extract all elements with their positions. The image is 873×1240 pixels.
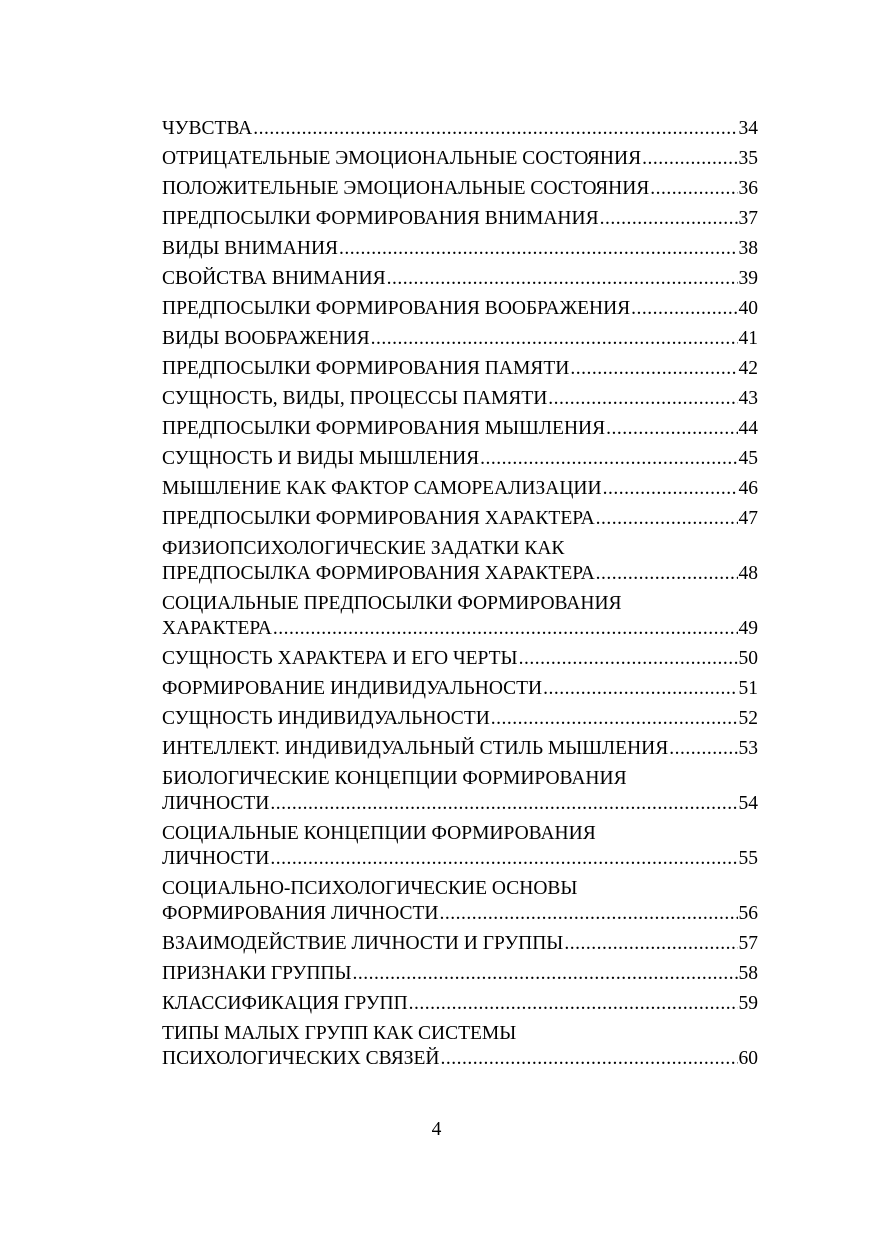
- toc-entry-title-line: СОЦИАЛЬНО-ПСИХОЛОГИЧЕСКИЕ ОСНОВЫ: [162, 878, 578, 899]
- toc-entry-title: ЛИЧНОСТИ: [162, 848, 270, 869]
- toc-entry-title-line: СОЦИАЛЬНЫЕ КОНЦЕПЦИИ ФОРМИРОВАНИЯ: [162, 823, 596, 844]
- toc-entry-page-number: 47: [738, 508, 758, 529]
- toc-entry-page-number: 53: [738, 738, 758, 759]
- toc-entry-row: [162, 1046, 758, 1071]
- dot-leader: [270, 846, 737, 871]
- toc-entry[interactable]: [162, 476, 758, 501]
- toc-entry[interactable]: [162, 326, 758, 351]
- toc-entry-page-number: 58: [738, 963, 758, 984]
- toc-entry[interactable]: [162, 876, 758, 926]
- toc-entry-row: [162, 931, 758, 956]
- toc-entry[interactable]: [162, 446, 758, 471]
- toc-entry-row: [162, 706, 758, 731]
- toc-entry-title: СУЩНОСТЬ ХАРАКТЕРА И ЕГО ЧЕРТЫ: [162, 648, 518, 669]
- toc-entry-title: СУЩНОСТЬ ИНДИВИДУАЛЬНОСТИ: [162, 708, 490, 729]
- toc-entry-title: КЛАССИФИКАЦИЯ ГРУПП: [162, 993, 408, 1014]
- toc-entry[interactable]: [162, 176, 758, 201]
- toc-entry[interactable]: [162, 296, 758, 321]
- toc-entry-page-number: 39: [738, 268, 758, 289]
- toc-entry[interactable]: [162, 356, 758, 381]
- dot-leader: [387, 266, 738, 291]
- dot-leader: [600, 206, 738, 231]
- toc-entry-row: [162, 206, 758, 231]
- toc-entry-page-number: 37: [738, 208, 758, 229]
- dot-leader: [480, 446, 737, 471]
- dot-leader: [603, 476, 738, 501]
- toc-entry-page-number: 59: [738, 993, 758, 1014]
- toc-entry-row: [162, 416, 758, 441]
- toc-entry-title: ФОРМИРОВАНИЕ ИНДИВИДУАЛЬНОСТИ: [162, 678, 543, 699]
- page-number: 4: [431, 1119, 442, 1140]
- toc-entry-title-line: СОЦИАЛЬНЫЕ ПРЕДПОСЫЛКИ ФОРМИРОВАНИЯ: [162, 593, 622, 614]
- toc-entry-title-line: ФИЗИОПСИХОЛОГИЧЕСКИЕ ЗАДАТКИ КАК: [162, 538, 565, 559]
- toc-entry[interactable]: [162, 536, 758, 586]
- toc-entry-row: [162, 961, 758, 986]
- toc-entry-row: [162, 506, 758, 531]
- toc-entry-title: ФОРМИРОВАНИЯ ЛИЧНОСТИ: [162, 903, 439, 924]
- dot-leader: [270, 791, 737, 816]
- toc-entry[interactable]: [162, 931, 758, 956]
- dot-leader: [669, 736, 737, 761]
- toc-entry[interactable]: [162, 206, 758, 231]
- toc-entry-page-number: 38: [738, 238, 758, 259]
- toc-entry-row: [162, 176, 758, 201]
- toc-entry-row: [162, 266, 758, 291]
- toc-entry-row: [162, 116, 758, 141]
- toc-entry-title: ОТРИЦАТЕЛЬНЫЕ ЭМОЦИОНАЛЬНЫЕ СОСТОЯНИЯ: [162, 148, 642, 169]
- toc-entry[interactable]: [162, 706, 758, 731]
- toc-entry-title: ПОЛОЖИТЕЛЬНЫЕ ЭМОЦИОНАЛЬНЫЕ СОСТОЯНИЯ: [162, 178, 650, 199]
- toc-entry-row: [162, 296, 758, 321]
- toc-entry-page-number: 42: [738, 358, 758, 379]
- dot-leader: [409, 991, 738, 1016]
- toc-entry[interactable]: [162, 591, 758, 641]
- toc-entry-title-line: БИОЛОГИЧЕСКИЕ КОНЦЕПЦИИ ФОРМИРОВАНИЯ: [162, 768, 627, 789]
- toc-entry[interactable]: [162, 416, 758, 441]
- toc-entry-title-line: ТИПЫ МАЛЫХ ГРУПП КАК СИСТЕМЫ: [162, 1023, 517, 1044]
- toc-entry-row: [162, 901, 758, 926]
- toc-entry-page-number: 51: [738, 678, 758, 699]
- dot-leader: [596, 561, 738, 586]
- toc-entry-page-number: 35: [738, 148, 758, 169]
- toc-entry-title: ПРЕДПОСЫЛКИ ФОРМИРОВАНИЯ ВНИМАНИЯ: [162, 208, 599, 229]
- toc-entry-page-number: 49: [738, 618, 758, 639]
- dot-leader: [570, 356, 737, 381]
- toc-entry-page-number: 52: [738, 708, 758, 729]
- toc-entry-row: [162, 676, 758, 701]
- table-of-contents: [162, 116, 758, 1076]
- toc-entry-row: [162, 326, 758, 351]
- toc-entry[interactable]: [162, 821, 758, 871]
- dot-leader: [441, 1046, 738, 1071]
- toc-entry-title: ПРЕДПОСЫЛКА ФОРМИРОВАНИЯ ХАРАКТЕРА: [162, 563, 595, 584]
- toc-entry-row: [162, 736, 758, 761]
- toc-entry-page-number: 34: [738, 118, 758, 139]
- toc-entry-page-number: 40: [738, 298, 758, 319]
- toc-entry-title: ЧУВСТВА: [162, 118, 253, 139]
- dot-leader: [339, 236, 737, 261]
- dot-leader: [491, 706, 738, 731]
- dot-leader: [564, 931, 737, 956]
- toc-entry[interactable]: [162, 736, 758, 761]
- toc-entry-page-number: 60: [738, 1048, 758, 1069]
- toc-entry-row: [162, 791, 758, 816]
- toc-entry-page-number: 56: [738, 903, 758, 924]
- toc-entry-title: ЛИЧНОСТИ: [162, 793, 270, 814]
- toc-entry-row: [162, 561, 758, 586]
- toc-entry-page-number: 41: [738, 328, 758, 349]
- toc-entry[interactable]: [162, 991, 758, 1016]
- dot-leader: [519, 646, 738, 671]
- toc-entry-row: [162, 616, 758, 641]
- toc-entry-page-number: 48: [738, 563, 758, 584]
- toc-entry-title: СУЩНОСТЬ И ВИДЫ МЫШЛЕНИЯ: [162, 448, 480, 469]
- toc-entry[interactable]: [162, 506, 758, 531]
- toc-entry-row: [162, 476, 758, 501]
- toc-entry-title: ПСИХОЛОГИЧЕСКИХ СВЯЗЕЙ: [162, 1048, 440, 1069]
- toc-entry-row: [162, 646, 758, 671]
- toc-entry-row: [162, 146, 758, 171]
- toc-entry[interactable]: [162, 266, 758, 291]
- toc-entry[interactable]: [162, 386, 758, 411]
- toc-entry-title: СВОЙСТВА ВНИМАНИЯ: [162, 268, 386, 289]
- toc-entry-page-number: 45: [738, 448, 758, 469]
- toc-entry-page-number: 55: [738, 848, 758, 869]
- dot-leader: [439, 901, 737, 926]
- toc-entry-page-number: 46: [738, 478, 758, 499]
- dot-leader: [371, 326, 738, 351]
- dot-leader: [353, 961, 738, 986]
- toc-entry-page-number: 57: [738, 933, 758, 954]
- toc-entry[interactable]: [162, 646, 758, 671]
- toc-entry[interactable]: [162, 146, 758, 171]
- toc-entry-title: МЫШЛЕНИЕ КАК ФАКТОР САМОРЕАЛИЗАЦИИ: [162, 478, 602, 499]
- dot-leader: [543, 676, 737, 701]
- toc-entry[interactable]: [162, 961, 758, 986]
- toc-entry-page-number: 36: [738, 178, 758, 199]
- toc-entry[interactable]: [162, 766, 758, 816]
- toc-entry-row: [162, 236, 758, 261]
- dot-leader: [596, 506, 738, 531]
- dot-leader: [273, 616, 738, 641]
- toc-entry[interactable]: [162, 676, 758, 701]
- toc-entry-title: СУЩНОСТЬ, ВИДЫ, ПРОЦЕССЫ ПАМЯТИ: [162, 388, 548, 409]
- toc-entry[interactable]: [162, 236, 758, 261]
- toc-entry-title: ПРЕДПОСЫЛКИ ФОРМИРОВАНИЯ ПАМЯТИ: [162, 358, 570, 379]
- dot-leader: [253, 116, 737, 141]
- toc-entry-row: [162, 356, 758, 381]
- toc-entry-title: ПРЕДПОСЫЛКИ ФОРМИРОВАНИЯ ХАРАКТЕРА: [162, 508, 595, 529]
- toc-entry-page-number: 43: [738, 388, 758, 409]
- toc-entry-title: ПРЕДПОСЫЛКИ ФОРМИРОВАНИЯ ВООБРАЖЕНИЯ: [162, 298, 631, 319]
- toc-entry-page-number: 44: [738, 418, 758, 439]
- toc-entry-row: [162, 386, 758, 411]
- dot-leader: [631, 296, 737, 321]
- toc-entry-row: [162, 846, 758, 871]
- toc-entry-title: ВИДЫ ВООБРАЖЕНИЯ: [162, 328, 370, 349]
- toc-entry-title: ПРИЗНАКИ ГРУППЫ: [162, 963, 352, 984]
- toc-entry[interactable]: [162, 1021, 758, 1071]
- toc-entry-title: ВИДЫ ВНИМАНИЯ: [162, 238, 339, 259]
- toc-entry[interactable]: [162, 116, 758, 141]
- toc-entry-title: ВЗАИМОДЕЙСТВИЕ ЛИЧНОСТИ И ГРУППЫ: [162, 933, 564, 954]
- toc-entry-title: ИНТЕЛЛЕКТ. ИНДИВИДУАЛЬНЫЙ СТИЛЬ МЫШЛЕНИЯ: [162, 738, 669, 759]
- dot-leader: [606, 416, 737, 441]
- dot-leader: [548, 386, 737, 411]
- toc-entry-title: ПРЕДПОСЫЛКИ ФОРМИРОВАНИЯ МЫШЛЕНИЯ: [162, 418, 606, 439]
- toc-entry-row: [162, 991, 758, 1016]
- toc-entry-page-number: 50: [738, 648, 758, 669]
- dot-leader: [642, 146, 737, 171]
- toc-entry-page-number: 54: [738, 793, 758, 814]
- toc-entry-title: ХАРАКТЕРА: [162, 618, 272, 639]
- toc-entry-row: [162, 446, 758, 471]
- dot-leader: [650, 176, 737, 201]
